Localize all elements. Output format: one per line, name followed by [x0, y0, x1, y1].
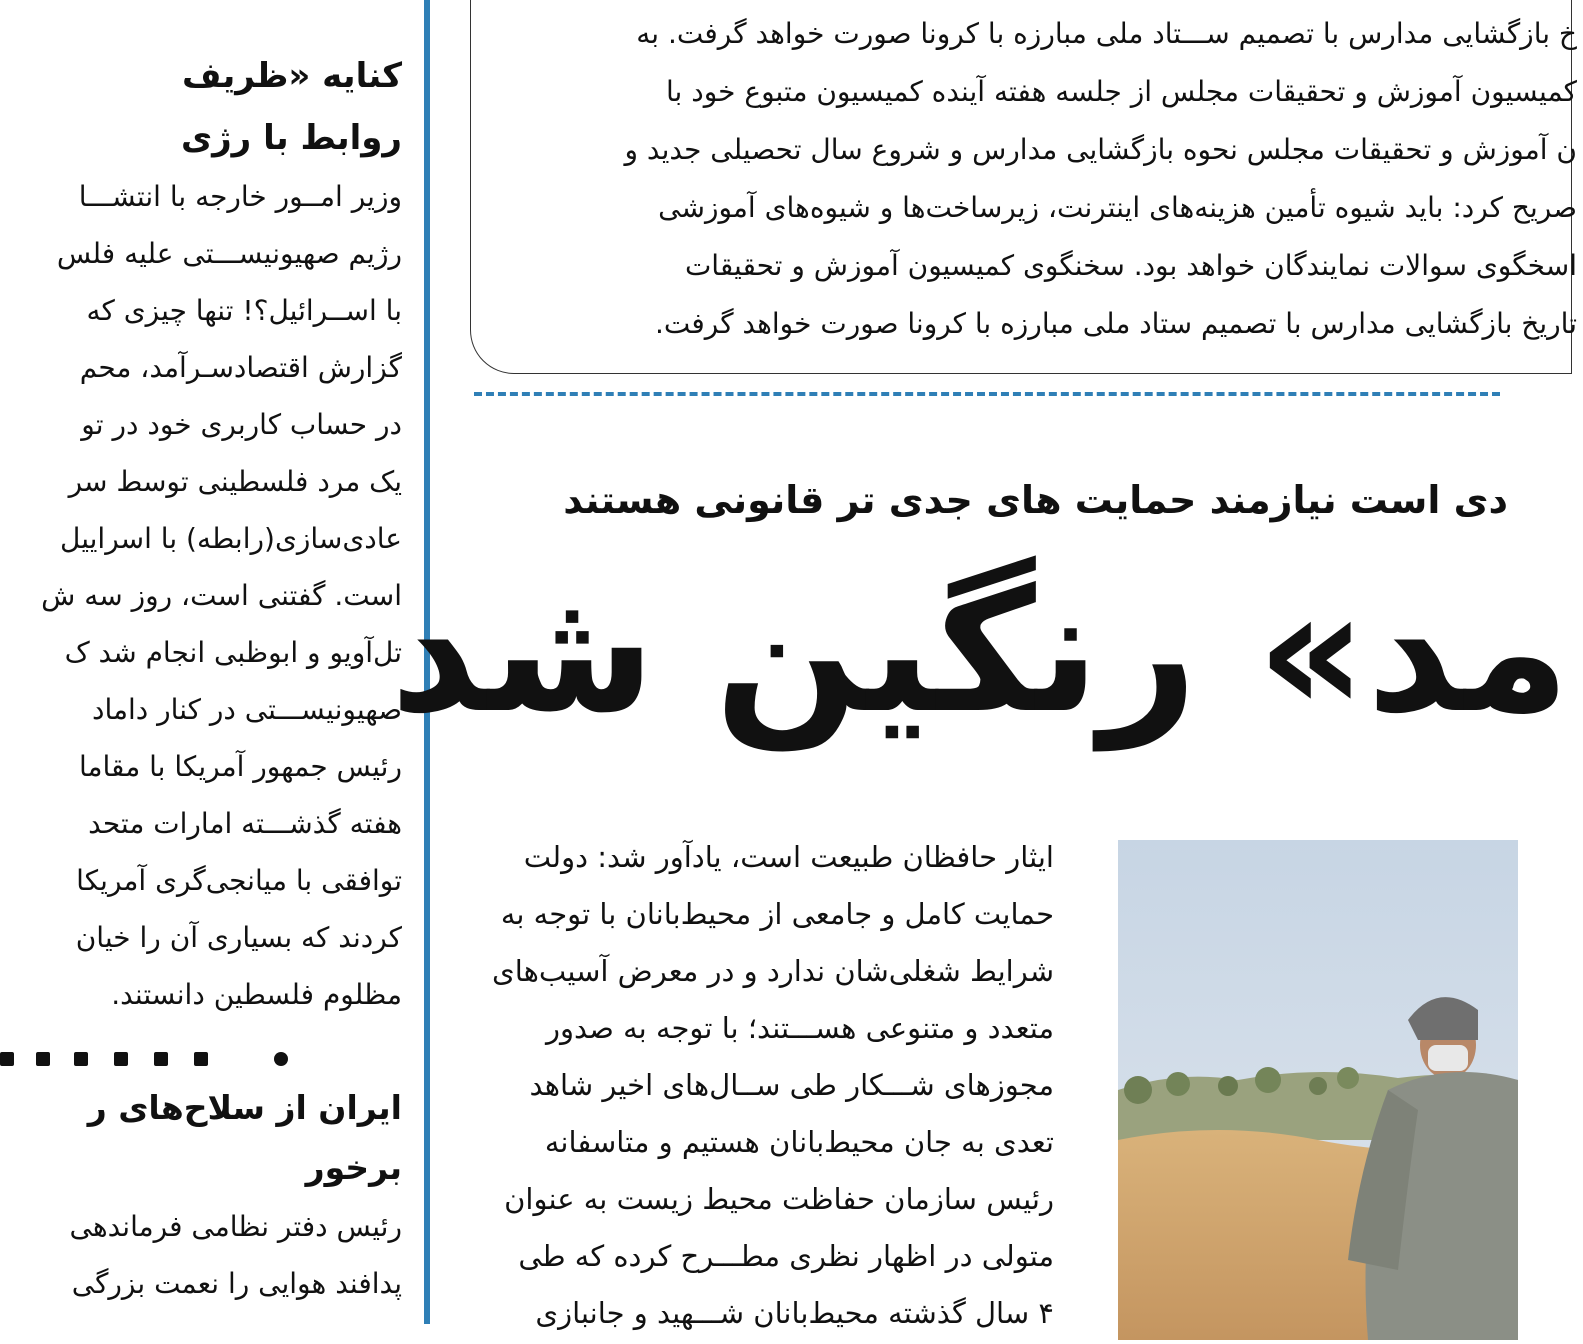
box-story-line: خ بازگشایی مدارس با تصمیم ســـتاد ملی مبارزه با کرونا صورت خواهد گرفت. به [636, 17, 1577, 50]
main-story-line: متعدد و متنوعی هســـتند؛ با توجه به صدور [546, 1011, 1054, 1045]
left-story-line: کردند که بسیاری آن را خیان [75, 921, 402, 954]
main-story-headline: مد» رنگین شد [390, 553, 1570, 751]
left-story2-line: پدافند هوایی را نعمت بزرگی [71, 1267, 402, 1300]
left-story-line: توافقی با میانجی‌گری آمریکا [76, 864, 402, 897]
main-story-line: ایثار حافظان طبیعت است، یادآور شد: دولت [523, 840, 1054, 874]
box-story-line: صریح کرد: باید شیوه تأمین هزینه‌های اینترنت، زیرساخت‌ها و شیوه‌های آموزشی [658, 191, 1577, 224]
boxed-news-story [470, 0, 1577, 374]
left-story-line: مظلوم فلسطین دانستند. [111, 978, 402, 1011]
left-news-column [0, 0, 428, 1324]
main-story-line: مجوزهای شـــکار طی ســال‌های اخیر شاهد [529, 1068, 1054, 1102]
ranger-photo-illustration [1118, 840, 1518, 1340]
main-story-photo [1118, 840, 1518, 1340]
box-story-line: ن آموزش و تحقیقات مجلس نحوه بازگشایی مدارس و شروع سال تحصیلی جدید و [624, 133, 1577, 166]
left-story-line: در حساب کاربری خود در تو [81, 408, 402, 441]
box-story-line: تاریخ بازگشایی مدارس با تصمیم ستاد ملی مبارزه با کرونا صورت خواهد گرفت. [654, 307, 1577, 340]
main-story-body [480, 830, 1054, 1330]
left-story-line: عادی‌سازی(رابطه) با اسراییل [59, 522, 402, 555]
box-story-line: اسخگوی سوالات نمایندگان خواهد بود. سخنگوی کمیسیون آموزش و تحقیقات [684, 249, 1577, 282]
main-story-line: شرایط شغلی‌شان ندارد و در معرض آسیب‌های [492, 954, 1054, 988]
main-story-line: تعدی به جان محیط‌بانان هستیم و متاسفانه [544, 1125, 1054, 1159]
left-story-line: تل‌آویو و ابوظبی انجام شد ک [64, 636, 402, 669]
left-story-line: است. گفتنی است، روز سه ش [41, 579, 402, 612]
left-story-line: رژیم صهیونیســـتی علیه فلس [56, 237, 402, 270]
main-story-line: حمایت کامل و جامعی از محیط‌بانان با توجه به [500, 897, 1054, 931]
left-story-line: وزیر امــور خارجه با انتشـــا [78, 180, 402, 213]
left-story-line: با اســرائیل؟! تنها چیزی که [86, 294, 402, 327]
main-story-subheadline: دی است نیازمند حمایت های جدی تر قانونی هستند [563, 478, 1508, 522]
dashed-blue-separator [474, 392, 1500, 396]
left-story-title-line-2: روابط با رژی [180, 118, 402, 158]
left-story2-line: رئیس دفتر نظامی فرماندهی [69, 1210, 402, 1243]
left-story2-title-line-1: ایران از سلاح‌های ر [87, 1088, 402, 1127]
left-story-line: گزارش اقتصادسـرآمد، محم [79, 351, 402, 384]
left-story-title-line-1: کنایه «ظریف [181, 56, 402, 96]
dotted-separator [0, 1048, 300, 1070]
main-story-line: ۴ سال گذشته محیط‌بانان شـــهید و جانبازی [535, 1296, 1054, 1330]
left-story-line: هفته گذشـــته امارات متحد [88, 807, 402, 840]
main-story-line: رئیس سازمان حفاظت محیط زیست به عنوان [504, 1182, 1054, 1216]
box-story-line: کمیسیون آموزش و تحقیقات مجلس از جلسه هفته آینده کمیسیون متبوع خود با [666, 75, 1577, 108]
left-story-line: رئیس جمهور آمریکا با مقاما [78, 750, 402, 783]
main-story-line: متولی در اظهار نظری مطـــرح کرده که طی [518, 1239, 1054, 1273]
left-story-line: صهیونیســـتی در کنار داماد [92, 693, 402, 726]
left-story-line: یک مرد فلسطینی توسط سر [68, 465, 402, 498]
left-story2-title-line-2: برخور [305, 1148, 402, 1187]
